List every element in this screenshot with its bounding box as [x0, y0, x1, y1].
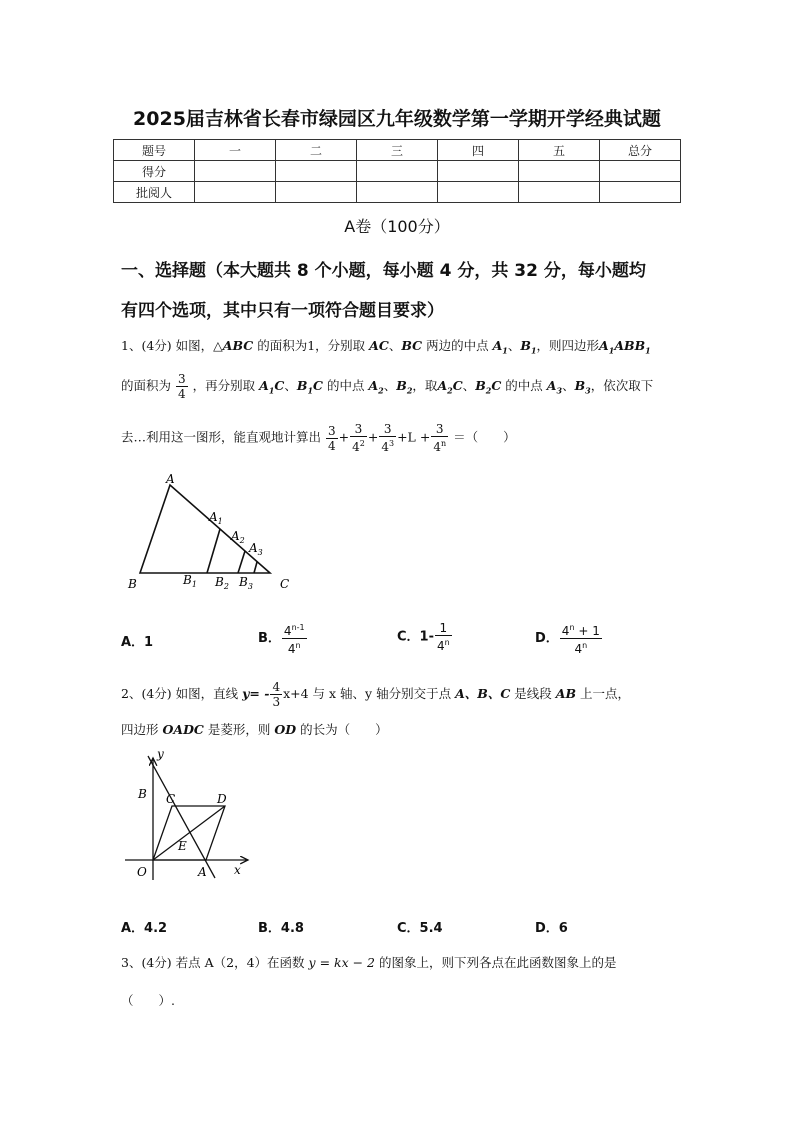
score-row-label: 批阅人	[114, 182, 195, 203]
label-x: x	[234, 863, 241, 877]
part-heading-line1: 一、选择题（本大题共 8 个小题，每小题 4 分，共 32 分，每小题均	[121, 261, 646, 281]
score-table-row	[114, 161, 681, 182]
label-a: A	[166, 472, 175, 486]
text: ，则四边形	[536, 338, 600, 353]
label-a2: $A_2$	[231, 529, 245, 545]
fraction: $\frac{4}{3}$	[272, 680, 281, 709]
math-var: $A_1C$	[259, 378, 285, 396]
q1-option-d: D． $\frac{4^n + 1}{4^n}$	[535, 623, 600, 656]
math-var: $B_1C$	[296, 378, 323, 396]
text: 的图象上，则下列各点在此函数图象上的是	[379, 955, 617, 970]
label-e: E	[178, 839, 187, 853]
label-a3: $A_3$	[249, 541, 263, 557]
text: 、	[388, 338, 402, 353]
text: 、	[507, 338, 521, 353]
score-cell	[519, 182, 600, 203]
label-b: B	[138, 787, 147, 801]
label-d: D	[217, 792, 227, 806]
text: ，取	[412, 378, 438, 393]
math-var: $B_3$	[574, 378, 591, 396]
q2-option-d: D．6	[535, 921, 568, 936]
segment-a3b3	[254, 562, 257, 573]
question-3-line1	[121, 953, 617, 971]
text: 两边的中点	[426, 338, 489, 353]
text: ＝（ ）	[453, 429, 516, 445]
text: +L +	[397, 429, 431, 445]
fraction: $\frac{3}{4^2}$	[352, 422, 365, 454]
q2-option-b: B．4.8	[258, 921, 304, 936]
fraction: $\frac{3}{4^n}$	[433, 422, 447, 454]
math-var: BC	[401, 338, 423, 353]
label-c: C	[166, 792, 176, 806]
math-var: $A_1ABB_1$	[599, 338, 651, 356]
q1-option-b: B． $\frac{4^{n-1}}{4^n}$	[258, 623, 305, 656]
score-cell	[600, 161, 681, 182]
math-var: $A_3$	[546, 378, 563, 396]
question-1-line3: 去…利用这一图形，能直观地计算出 $\frac{3}{4}$ + $\frac{3}{4^2}$ + $\frac{3}{4^3}$ +L + $\frac{3}{4^n}$ ＝（ ）	[121, 422, 516, 454]
question-number: 1、(4分)	[121, 338, 172, 353]
text: 是菱形，则	[207, 722, 271, 737]
text: 是线段	[514, 686, 552, 701]
text: ，依次取下	[590, 378, 654, 393]
q2-option-a: A．4.2	[121, 921, 168, 936]
score-cell: 题号	[114, 140, 195, 161]
math-var: $A_2C$	[437, 378, 463, 396]
question-2-line1	[121, 680, 630, 709]
segment-a1b1	[207, 529, 220, 573]
question-3-line2: （ ）.	[121, 993, 175, 1008]
math-expr: y= -	[242, 686, 270, 701]
math-var: OADC	[162, 722, 204, 737]
text: ，再分别取	[192, 378, 256, 393]
math-var: AC	[369, 338, 389, 353]
score-cell: 总分	[600, 140, 681, 161]
label-b3: $B_3$	[239, 575, 253, 591]
text: 如图，△	[175, 338, 223, 353]
math-var: $B_2C$	[475, 378, 502, 396]
text: 的面积为	[121, 378, 172, 393]
score-cell	[276, 182, 357, 203]
text: 的中点	[326, 378, 365, 393]
text: x 轴、y 轴分别交于点	[329, 686, 452, 701]
label-o: O	[137, 865, 147, 879]
score-row-label: 得分	[114, 161, 195, 182]
label-a1: $A_1$	[209, 510, 223, 526]
section-title: A卷（100分）	[344, 217, 450, 236]
math-var: AB	[555, 686, 577, 701]
text: 上一点，	[580, 686, 631, 701]
score-cell: 五	[519, 140, 600, 161]
text: 去…利用这一图形，能直观地计算出	[121, 429, 322, 445]
score-cell: 三	[357, 140, 438, 161]
math-var: $B_1$	[520, 338, 537, 356]
score-table-header-row	[114, 140, 681, 161]
label-a: A	[198, 865, 207, 879]
score-cell	[357, 182, 438, 203]
math-var: $A_2$	[368, 378, 384, 396]
score-cell	[195, 161, 276, 182]
score-cell	[276, 161, 357, 182]
label-y: y	[157, 748, 164, 761]
score-cell	[357, 161, 438, 182]
text: 的长为（ ）	[300, 722, 388, 737]
label-c: C	[280, 577, 290, 591]
fraction: $\frac{3}{4}$	[328, 423, 336, 453]
question-1-line2: 的面积为 $\frac{3}{4}$ ，再分别取 $A_1C$、$B_1C$ 的中点 $A_2$、$B_2$，取$A_2C$、$B_2C$ 的中点 $A_3$、$B_3$，依次取下	[121, 372, 654, 401]
segment-a2b2	[238, 551, 245, 573]
math-var: $B_2$	[396, 378, 413, 396]
score-table-row	[114, 182, 681, 203]
part-heading-line2: 有四个选项，其中只有一项符合题目要求）	[121, 301, 444, 321]
label-b1: $B_1$	[183, 573, 197, 589]
q1-option-a: A．1	[121, 635, 154, 650]
rhombus-figure	[120, 748, 260, 888]
label-b2: $B_2$	[215, 575, 229, 591]
text: 如图，直线	[175, 686, 239, 701]
score-cell	[438, 182, 519, 203]
diagonal-od	[153, 806, 225, 860]
text: 的面积为1，分别取	[257, 338, 366, 353]
score-cell	[195, 182, 276, 203]
question-1-line1	[121, 336, 651, 356]
fraction: $\frac{3}{4}$	[178, 372, 186, 401]
score-cell: 二	[276, 140, 357, 161]
math-expr: y = kx − 2	[308, 955, 376, 970]
fraction: $\frac{3}{4^3}$	[381, 422, 395, 454]
q1-option-c: C．1- $\frac{1}{4^n}$	[397, 621, 450, 653]
label-b: B	[128, 577, 137, 591]
score-cell	[519, 161, 600, 182]
math-var: A、B、C	[455, 686, 511, 701]
score-cell	[600, 182, 681, 203]
math-var: ABC	[222, 338, 254, 353]
text: 3、(4分) 若点 A（2，4）在函数	[121, 955, 305, 970]
text: 四边形	[121, 722, 159, 737]
score-table	[113, 139, 681, 203]
text: 的中点	[505, 378, 543, 393]
question-number: 2、(4分)	[121, 686, 172, 701]
q2-option-c: C．5.4	[397, 921, 443, 936]
math-var: $A_1$	[492, 338, 508, 356]
score-cell	[438, 161, 519, 182]
math-var: OD	[274, 722, 297, 737]
score-cell: 四	[438, 140, 519, 161]
triangle-abc	[140, 485, 270, 573]
triangle-figure	[120, 470, 310, 595]
text: x+4 与	[283, 686, 326, 701]
score-cell: 一	[195, 140, 276, 161]
question-2-line2	[121, 720, 388, 738]
page-title: 2025届吉林省长春市绿园区九年级数学第一学期开学经典试题	[133, 108, 661, 130]
